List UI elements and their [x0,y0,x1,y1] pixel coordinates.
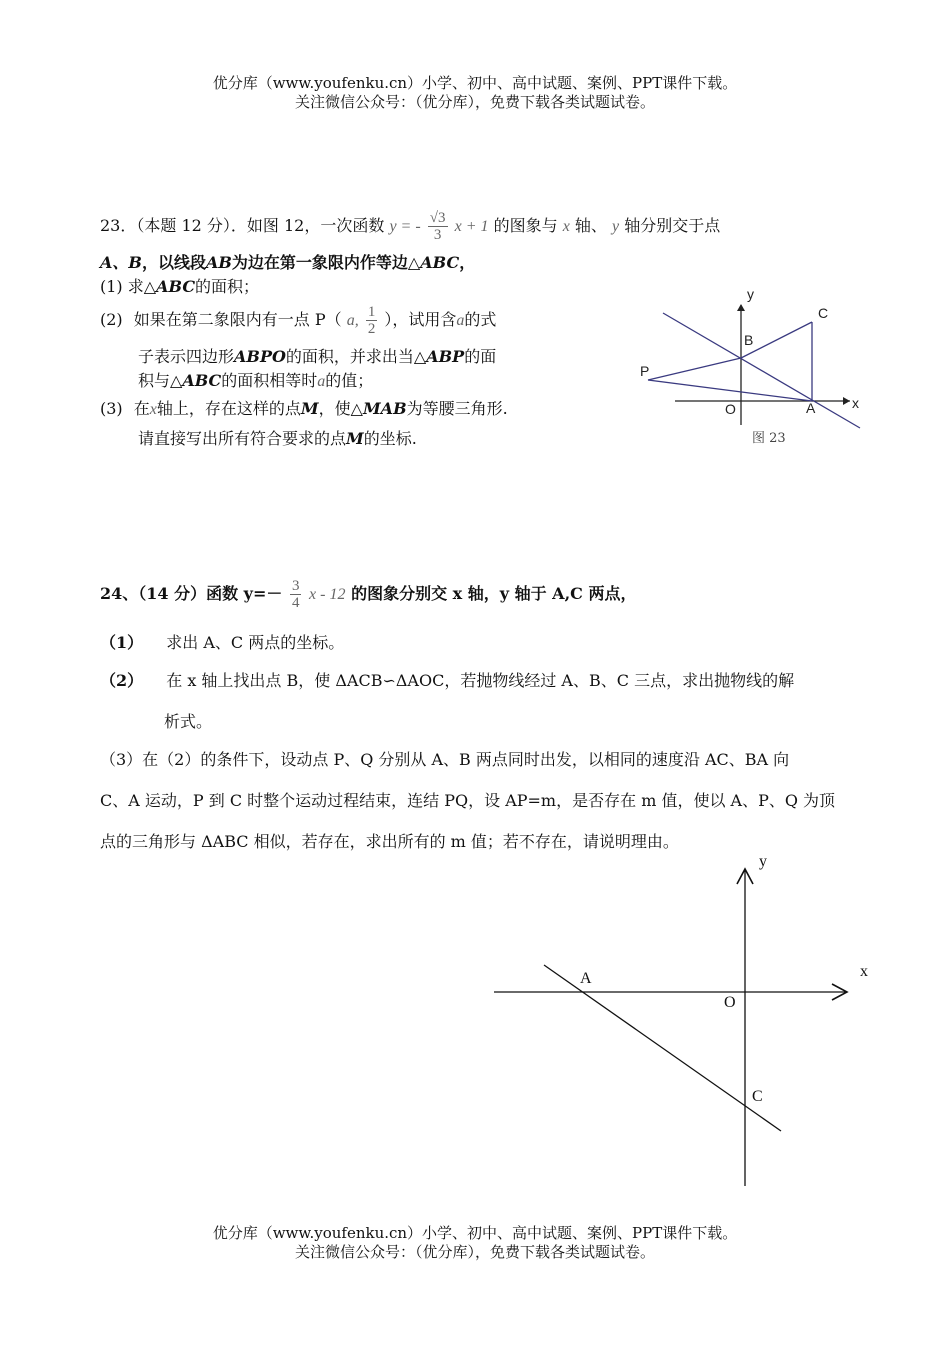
q24-part3-line2: C、A 运动，P 到 C 时整个运动过程结束，连结 PQ，设 AP=m，是否存在 m 值，使以 A、P、Q 为顶 [100,791,836,810]
q23-line2 [100,252,475,274]
fig23-y-arrow [737,304,745,311]
q23-intro [100,210,720,243]
q23-abc: ABC [420,253,460,272]
fig23-label-y: y [747,286,754,302]
q23-p1-text: 求△ [127,277,157,296]
q23-p1-abc: ABC [156,277,196,296]
q23-part3-line2 [138,428,417,450]
q23-p2-fden: 2 [367,321,376,337]
footer-line-1: 优分库（www.youfenku.cn）小学、初中、高中试题、案例、PPT课件下载。 [212,1224,738,1242]
q23-part2-line2 [138,346,496,368]
fig24-label-x: x [860,963,868,980]
q23-eq-fraction [428,210,448,243]
figure-24 [480,840,880,1200]
fig24-label-a: A [580,970,592,987]
q23-part2 [100,304,496,337]
q23-p3-text4: 为等腰三角形. [406,399,508,418]
q23-p3-num: (3) [100,399,123,418]
q24-p2-text: 在 x 轴上找出点 B，使 ΔACB∽ΔAOC，若抛物线经过 A、B、C 三点，求出抛物线的解 [166,671,795,690]
q24-eq-fraction [290,578,302,611]
q23-p2-a: a, [346,312,359,329]
fig23-seg-pa [648,380,812,401]
q23-p1-end: 的面积； [195,277,260,296]
q23-intro-d: 轴分别交于点 [624,216,721,235]
q23-seg: AB [205,253,232,272]
fig23-caption: 图 23 [752,431,786,446]
q24-intro [100,578,636,611]
header-line-1: 优分库（www.youfenku.cn）小学、初中、高中试题、案例、PPT课件下载。 [212,74,738,92]
q23-p3-m2: M [346,429,364,448]
q23-p3-text2: 轴上，存在这样的点 [156,399,301,418]
q23-p2-text: 如果在第二象限内有一点 P（ [133,310,342,329]
q24-part3-line3: 点的三角形与 ΔABC 相似，若存在，求出所有的 m 值；若不存在，请说明理由。 [100,832,679,851]
q23-eq-num: √3 [429,210,446,226]
page-footer [0,1224,950,1262]
q23-part2-line3 [138,370,373,393]
fig23-label-o: O [725,401,736,417]
q23-intro-b: 的图象与 [493,216,558,235]
q23-ab: A、B [100,253,142,272]
page-header [0,74,950,112]
q24-eq-tail: x - 12 [309,586,346,603]
q23-part3 [100,398,508,421]
q23-x-var: x [562,218,570,235]
q23-p2-text2: ），试用含 [384,310,457,329]
q24-part2 [100,670,794,692]
q24-p1-num: （1） [100,633,144,652]
q24-intro-a: 24、（14 分）函数 y=－ [100,584,283,603]
fig23-label-c: C [818,305,829,321]
q24-part2-line2: 析式。 [164,712,213,731]
q23-p3-x: x [149,401,157,418]
q23-p2-fraction [366,304,378,337]
q23-line2-rest: 为边在第一象限内作等边△ [231,253,421,272]
fig23-label-a: A [806,400,816,416]
q23-p2-fnum: 1 [367,304,376,320]
q23-p2-line3a: 积与△ [138,371,183,390]
q23-p2-avar2: a [317,373,326,390]
fig23-line-ab [663,313,860,428]
q23-p3-m: M [300,399,319,418]
q23-p2-abpo: ABPO [234,347,286,366]
q24-eq-num: 3 [291,578,300,594]
header-line-2: 关注微信公众号：（优分库），免费下载各类试题试卷。 [294,93,655,111]
q23-p2-avar: a [456,312,465,329]
q23-line2-end: ， [459,253,476,272]
q23-p2-line3b: 的面积相等时 [221,371,318,390]
q23-line2-mid: ，以线段 [141,253,206,272]
q24-eq-den: 4 [291,595,300,611]
fig23-label-b: B [744,332,754,348]
q23-p3-text3: ，使△ [318,399,363,418]
q24-p1-text: 求出 A、C 两点的坐标。 [166,633,345,652]
q23-y-var: y [612,218,620,235]
fig24-label-c: C [752,1088,763,1105]
fig23-label-x: x [852,395,859,411]
q23-p2-abc: ABC [182,371,222,390]
q24-part3-line1: （3）在（2）的条件下，设动点 P、Q 分别从 A、B 两点同时出发，以相同的速度沿 AC、BA 向 [100,750,790,769]
fig23-seg-pb [648,358,741,380]
q23-p2-line3c: 的值； [325,371,374,390]
figure-23 [630,280,870,455]
q23-intro-text: 23．（本题 12 分）．如图 12，一次函数 [100,216,385,235]
q24-part1 [100,632,344,654]
q23-p2-line2b: 的面积，并求出当△ [285,347,427,366]
q24-intro-b: 的图象分别交 x 轴，y 轴于 A,C 两点， [351,584,637,603]
fig23-x-arrow [843,397,850,405]
footer-line-2: 关注微信公众号：（优分库），免费下载各类试题试卷。 [294,1243,655,1261]
q24-p2-num: （2） [100,671,144,690]
fig24-label-o: O [724,994,736,1011]
q23-p3-text: 在 [133,399,150,418]
q23-p1-num: (1) [100,277,123,296]
q23-p2-line2c: 的面 [464,347,497,366]
q23-p3-line2a: 请直接写出所有符合要求的点 [138,429,347,448]
q23-p3-line2b: 的坐标. [363,429,417,448]
q23-p2-text3: 的式 [464,310,497,329]
fig23-label-p: P [640,363,650,379]
q23-p2-num: (2) [100,310,123,329]
q23-eq-tail: x + 1 [454,218,489,235]
q23-intro-c: 轴、 [574,216,607,235]
q23-p2-abp: ABP [426,347,465,366]
q23-p2-line2a: 子表示四边形 [138,347,235,366]
q23-eq-y: y = - [389,218,421,235]
q23-eq-den: 3 [433,227,442,243]
fig24-label-y: y [759,853,767,870]
q23-part1 [100,276,259,298]
q23-p3-mab: MAB [362,399,407,418]
